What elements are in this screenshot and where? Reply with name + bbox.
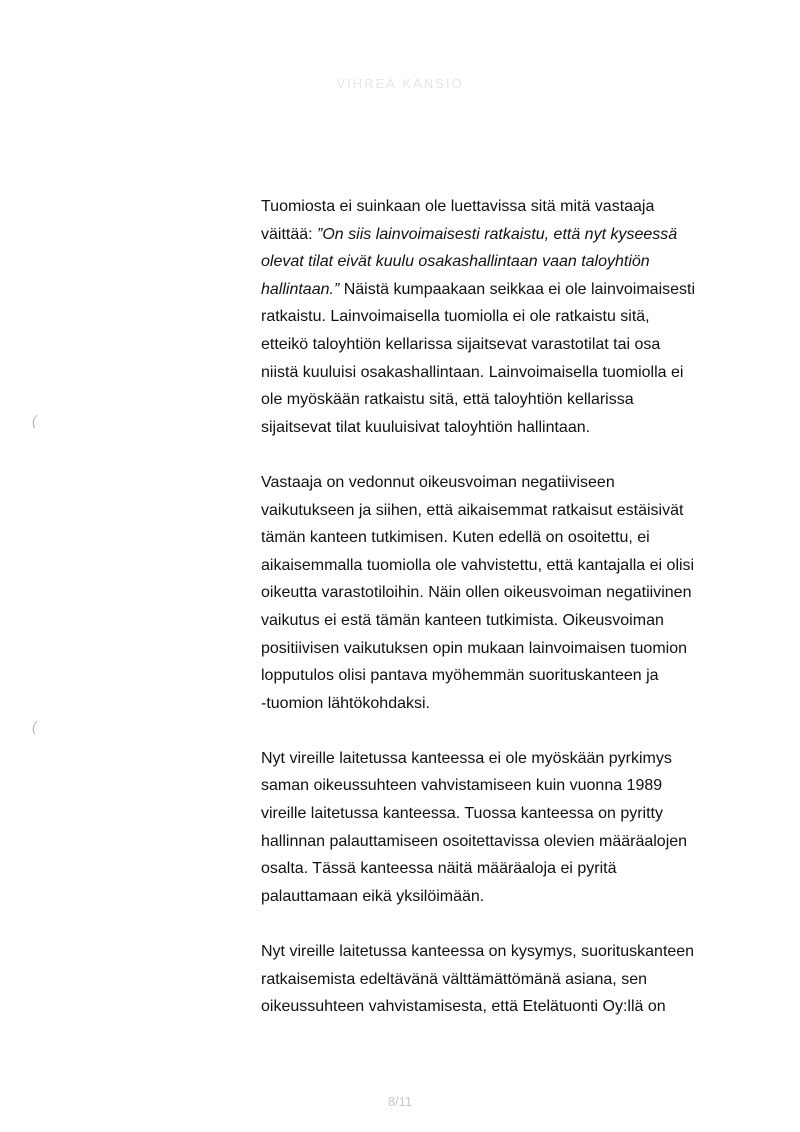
text-line — [261, 193, 721, 221]
text-line — [261, 966, 721, 994]
text-line — [261, 221, 721, 249]
text-segment: ole myöskään ratkaistu sitä, että taloyhtiön kellarissa — [261, 391, 634, 409]
text-line — [261, 497, 721, 525]
text-segment: oikeutta varastotiloihin. Näin ollen oikeusvoiman negatiivinen — [261, 584, 692, 602]
scan-artifact-mark: ( — [32, 412, 37, 428]
text-line — [261, 690, 721, 718]
text-segment: positiivisen vaikutuksen opin mukaan lainvoimaisen tuomion — [261, 639, 688, 657]
text-segment: Tuomiosta ei suinkaan ole luettavissa sitä mitä vastaaja — [261, 198, 655, 215]
text-segment: Nyt vireille laitetussa kanteessa ei ole myöskään pyrkimys — [261, 749, 672, 767]
scan-artifact-mark: ( — [32, 718, 37, 734]
text-segment: lopputulos olisi pantava myöhemmän suorituskanteen ja — [261, 667, 659, 685]
text-line — [261, 579, 721, 607]
text-segment: vaikutukseen ja siihen, että aikaisemmat ratkaisut estäisivät — [261, 501, 684, 519]
quoted-text: olevat tilat eivät kuulu osakashallintaan vaan taloyhtiön — [261, 253, 650, 271]
text-segment: ratkaistu. Lainvoimaisella tuomiolla ei ole ratkaistu sitä, — [261, 308, 650, 326]
text-segment: Nyt vireille laitetussa kanteessa on kysymys, suorituskanteen — [261, 943, 695, 961]
text-line — [261, 883, 721, 911]
text-segment: vaikutus ei estä tämän kanteen tutkimista. Oikeusvoiman — [261, 611, 664, 629]
text-line — [261, 276, 721, 304]
paragraph-1 — [261, 193, 721, 441]
text-line — [261, 800, 721, 828]
text-line — [261, 772, 721, 800]
text-line — [261, 607, 721, 635]
text-line — [261, 524, 721, 552]
text-line — [261, 828, 721, 856]
paragraph-2 — [261, 469, 721, 717]
text-segment: vireille laitetussa kanteessa. Tuossa kanteessa on pyritty — [261, 805, 663, 823]
text-line — [261, 662, 721, 690]
text-line — [261, 745, 721, 773]
paragraph-4 — [261, 938, 721, 1021]
text-segment: sijaitsevat tilat kuuluisivat taloyhtiön hallintaan. — [261, 418, 591, 436]
quoted-text: ”On siis lainvoimaisesti ratkaistu, että nyt kyseessä — [317, 225, 678, 243]
text-segment: -tuomion lähtökohdaksi. — [261, 694, 430, 712]
text-line — [261, 993, 721, 1021]
text-segment: palauttamaan eikä yksilöimään. — [261, 887, 485, 905]
text-segment: Näistä kumpaakaan seikkaa ei ole lainvoimaisesti — [339, 280, 696, 298]
text-segment: etteikö taloyhtiön kellarissa sijaitsevat varastotilat tai osa — [261, 335, 661, 353]
faint-header-text: VIHREÄ KANSIO — [336, 76, 464, 91]
text-line — [261, 469, 721, 497]
text-line — [261, 635, 721, 663]
text-segment: osalta. Tässä kanteessa näitä määräaloja ei pyritä — [261, 860, 617, 878]
text-line — [261, 414, 721, 442]
text-line — [261, 552, 721, 580]
text-segment: aikaisemmalla tuomiolla ole vahvistettu, että kantajalla ei olisi — [261, 556, 695, 574]
text-line — [261, 331, 721, 359]
page-number: 8/11 — [387, 1094, 413, 1109]
text-segment: saman oikeussuhteen vahvistamiseen kuin vuonna 1989 — [261, 777, 663, 795]
text-segment: oikeussuhteen vahvistamisesta, että Etelätuonti Oy:llä on — [261, 998, 666, 1016]
quoted-text: hallintaan.” — [261, 280, 340, 298]
text-segment: väittää: — [261, 225, 318, 243]
paragraph-3 — [261, 745, 721, 911]
text-segment: niistä kuuluisi osakashallintaan. Lainvoimaisella tuomiolla ei — [261, 363, 684, 381]
text-segment: Vastaaja on vedonnut oikeusvoiman negatiiviseen — [261, 473, 615, 491]
text-segment: tämän kanteen tutkimisen. Kuten edellä on osoitettu, ei — [261, 529, 650, 547]
text-segment: hallinnan palauttamiseen osoitettavissa olevien määräalojen — [261, 832, 688, 850]
text-line — [261, 938, 721, 966]
text-line — [261, 855, 721, 883]
text-line — [261, 386, 721, 414]
text-segment: ratkaisemista edeltävänä välttämättömänä asiana, sen — [261, 970, 647, 988]
text-line — [261, 248, 721, 276]
text-line — [261, 303, 721, 331]
text-line — [261, 359, 721, 387]
document-body — [261, 193, 721, 1048]
